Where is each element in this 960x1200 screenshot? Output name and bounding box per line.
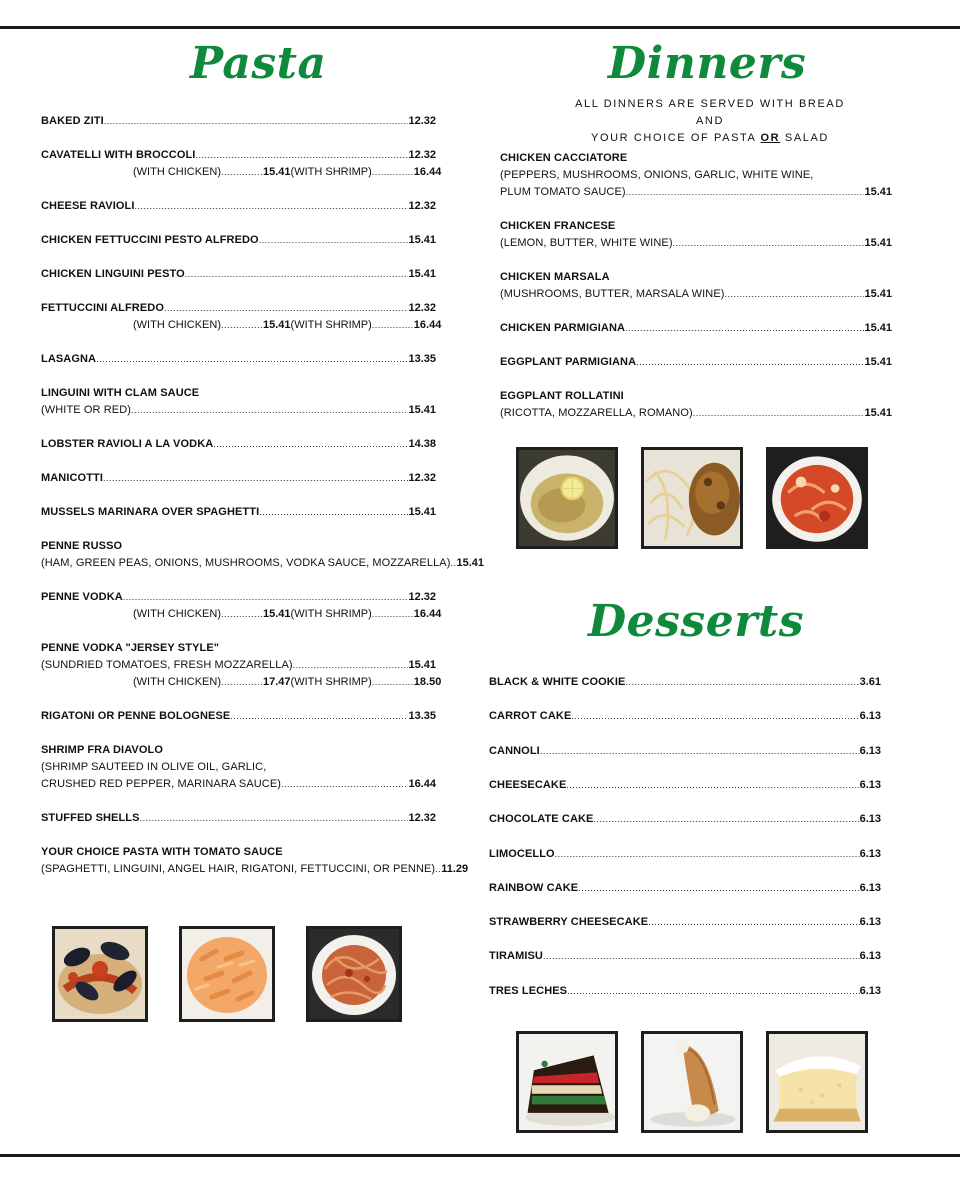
item-price: 15.41 (408, 404, 436, 416)
menu-item-chicken-parmigiana (500, 320, 892, 337)
menu-item-linguini-with-clam-sauce (41, 385, 436, 419)
menu-item-eggplant-rollatini (500, 388, 892, 422)
with-chicken-label: (WITH CHICKEN) (133, 608, 221, 620)
item-price: 12.32 (408, 149, 436, 161)
item-name: EGGPLANT ROLLATINI (500, 390, 624, 402)
item-price: 15.41 (864, 288, 892, 300)
leader-dots (259, 232, 409, 249)
leader-dots (135, 198, 409, 215)
leader-dots (555, 846, 860, 863)
leader-dots (566, 777, 859, 794)
with-chicken-label: (WITH CHICKEN) (133, 166, 221, 178)
pasta-heading: Pasta (190, 38, 327, 89)
leader-dots (185, 266, 409, 283)
leader-dots (293, 657, 409, 674)
item-price: 12.32 (408, 812, 436, 824)
item-price: 12.32 (408, 591, 436, 603)
item-description: (SHRIMP SAUTEED IN OLIVE OIL, GARLIC, (41, 761, 267, 773)
leader-dots (372, 674, 414, 691)
leader-dots (636, 354, 864, 371)
menu-item-penne-russo (41, 538, 485, 572)
menu-item-shrimp-fra-diavolo (41, 742, 436, 793)
item-description: (SPAGHETTI, LINGUINI, ANGEL HAIR, RIGATONI, FETTUCCINI, OR PENNE) (41, 863, 436, 875)
menu-item-cannoli (489, 743, 881, 760)
leader-dots (673, 235, 865, 252)
menu-item-limocello (489, 846, 881, 863)
leader-dots (230, 708, 408, 725)
item-price: 14.38 (408, 438, 436, 450)
menu-item-your-choice-pasta-with-tomato-sauce (41, 844, 469, 878)
item-price: 15.41 (456, 557, 485, 569)
item-price: 15.41 (864, 356, 892, 368)
menu-item-cheese-ravioli (41, 198, 436, 215)
item-name: CHICKEN LINGUINI PESTO (41, 268, 185, 280)
item-price: 3.61 (859, 676, 881, 688)
bottom-rule (0, 1154, 960, 1157)
item-description: (SUNDRIED TOMATOES, FRESH MOZZARELLA) (41, 659, 293, 671)
item-description: (WHITE OR RED) (41, 404, 132, 416)
menu-item-chicken-fettuccini-pesto-alfredo (41, 232, 436, 249)
item-name: BLACK & WHITE COOKIE (489, 676, 626, 688)
item-name: LASAGNA (41, 353, 97, 365)
item-name: CHOCOLATE CAKE (489, 813, 594, 826)
leader-dots (372, 317, 414, 334)
item-name: STUFFED SHELLS (41, 812, 140, 824)
menu-item-chicken-marsala (500, 269, 892, 303)
item-name: MANICOTTI (41, 472, 104, 484)
item-price: 12.32 (408, 302, 436, 314)
menu-item-chicken-cacciatore (500, 150, 892, 201)
item-price: 6.13 (859, 881, 881, 894)
with-chicken-price: 15.41 (263, 166, 291, 178)
mussels-pasta-photo (52, 926, 148, 1022)
item-name: CHICKEN MARSALA (500, 271, 610, 283)
item-price: 6.13 (859, 950, 881, 963)
leader-dots (540, 743, 860, 760)
item-price: 12.32 (408, 472, 436, 484)
item-price: 6.13 (859, 984, 881, 997)
with-chicken-label: (WITH CHICKEN) (133, 676, 221, 688)
item-name: LINGUINI WITH CLAM SAUCE (41, 387, 200, 399)
menu-item-cavatelli-with-broccoli (41, 147, 442, 181)
item-name: RIGATONI OR PENNE BOLOGNESE (41, 710, 231, 722)
item-name: STRAWBERRY CHEESECAKE (489, 916, 649, 929)
menu-item-black-white-cookie (489, 674, 881, 691)
leader-dots (571, 708, 859, 725)
item-name: SHRIMP FRA DIAVOLO (41, 744, 163, 756)
leader-dots (567, 983, 859, 1000)
menu-item-chicken-linguini-pesto (41, 266, 436, 283)
leader-dots (578, 880, 859, 897)
item-name: YOUR CHOICE PASTA WITH TOMATO SAUCE (41, 846, 283, 858)
menu-item-baked-ziti (41, 113, 436, 130)
add-protein-options (41, 674, 442, 691)
item-name: CARROT CAKE (489, 710, 572, 723)
chicken-parmigiana-photo (766, 447, 868, 549)
leader-dots (593, 811, 859, 828)
dinners-subtitle-line1: ALL DINNERS ARE SERVED WITH BREAD AND (575, 98, 845, 127)
item-name: CHICKEN FETTUCCINI PESTO ALFREDO (41, 234, 259, 246)
leader-dots (543, 948, 860, 965)
item-name: LOBSTER RAVIOLI A LA VODKA (41, 438, 214, 450)
leader-dots (626, 184, 865, 201)
linguini-marinara-photo (306, 926, 402, 1022)
menu-item-tiramisu (489, 948, 881, 965)
leader-dots (259, 504, 408, 521)
menu-item-tres-leches (489, 983, 881, 1000)
menu-item-strawberry-cheesecake (489, 914, 881, 931)
item-name: RAINBOW CAKE (489, 881, 579, 894)
tres-leches-photo (766, 1031, 868, 1133)
item-price: 15.41 (864, 186, 892, 198)
leader-dots (103, 470, 408, 487)
leader-dots (213, 436, 408, 453)
item-description: (PEPPERS, MUSHROOMS, ONIONS, GARLIC, WHITE WINE, (500, 169, 814, 181)
item-name: TIRAMISU (489, 950, 543, 963)
item-description: (LEMON, BUTTER, WHITE WINE) (500, 237, 673, 249)
item-price: 15.41 (408, 268, 436, 280)
item-name: BAKED ZITI (41, 115, 104, 127)
item-description: CRUSHED RED PEPPER, MARINARA SAUCE) (41, 778, 282, 790)
item-name: LIMOCELLO (489, 847, 555, 860)
with-chicken-price: 17.47 (263, 676, 291, 688)
item-price: 13.35 (408, 710, 436, 722)
item-price: 6.13 (859, 916, 881, 929)
menu-item-chocolate-cake (489, 811, 881, 828)
leader-dots (372, 606, 414, 623)
item-price: 16.44 (408, 778, 436, 790)
item-name: PENNE VODKA (41, 591, 123, 603)
item-name: CANNOLI (489, 744, 540, 757)
with-shrimp-label: (WITH SHRIMP) (290, 676, 372, 688)
leader-dots (221, 674, 263, 691)
item-name: FETTUCCINI ALFREDO (41, 302, 164, 314)
with-shrimp-price: 18.50 (413, 676, 442, 688)
item-name: CHICKEN CACCIATORE (500, 152, 628, 164)
with-chicken-label: (WITH CHICKEN) (133, 319, 221, 331)
add-protein-options (41, 317, 442, 334)
menu-item-mussels-marinara-over-spaghetti (41, 504, 436, 521)
leader-dots (104, 113, 409, 130)
menu-item-manicotti (41, 470, 436, 487)
menu-item-carrot-cake (489, 708, 881, 725)
menu-item-fettuccini-alfredo (41, 300, 442, 334)
menu-item-eggplant-parmigiana (500, 354, 892, 371)
rainbow-cake-photo (516, 1031, 618, 1133)
item-price: 15.41 (408, 234, 436, 246)
leader-dots (281, 776, 408, 793)
item-description: (MUSHROOMS, BUTTER, MARSALA WINE) (500, 288, 725, 300)
menu-item-lasagna (41, 351, 436, 368)
item-name: CHEESECAKE (489, 778, 567, 791)
leader-dots (221, 317, 263, 334)
item-name: CHEESE RAVIOLI (41, 200, 135, 212)
item-price: 13.35 (408, 353, 436, 365)
item-name: CAVATELLI WITH BROCCOLI (41, 149, 196, 161)
menu-item-penne-vodka-jersey-style (41, 640, 442, 691)
item-description: (RICOTTA, MOZZARELLA, ROMANO) (500, 407, 693, 419)
with-shrimp-label: (WITH SHRIMP) (290, 319, 372, 331)
add-protein-options (41, 164, 442, 181)
menu-item-rainbow-cake (489, 880, 881, 897)
menu-item-penne-vodka (41, 589, 442, 623)
leader-dots (96, 351, 408, 368)
menu-item-stuffed-shells (41, 810, 436, 827)
item-price: 15.41 (408, 506, 436, 518)
item-price: 15.41 (864, 237, 892, 249)
leader-dots (140, 810, 409, 827)
menu-item-chicken-francese (500, 218, 892, 252)
leader-dots (372, 164, 414, 181)
item-price: 6.13 (859, 744, 881, 757)
item-price: 15.41 (864, 407, 892, 419)
with-shrimp-price: 16.44 (413, 608, 442, 620)
item-price: 6.13 (859, 778, 881, 791)
penne-vodka-photo (179, 926, 275, 1022)
leader-dots (221, 606, 263, 623)
item-price: 6.13 (859, 847, 881, 860)
menu-item-rigatoni-or-penne-bolognese (41, 708, 436, 725)
item-name: TRES LECHES (489, 984, 568, 997)
add-protein-options (41, 606, 442, 623)
with-shrimp-price: 16.44 (413, 319, 442, 331)
leader-dots (195, 147, 408, 164)
leader-dots (725, 286, 865, 303)
leader-dots (625, 674, 859, 691)
cannoli-photo (641, 1031, 743, 1133)
item-price: 15.41 (408, 659, 436, 671)
leader-dots (693, 405, 865, 422)
chicken-francese-photo (516, 447, 618, 549)
item-price: 12.32 (408, 200, 436, 212)
leader-dots (164, 300, 408, 317)
item-name: PENNE RUSSO (41, 540, 123, 552)
item-name: EGGPLANT PARMIGIANA (500, 356, 637, 368)
menu-item-cheesecake (489, 777, 881, 794)
with-shrimp-price: 16.44 (413, 166, 442, 178)
item-name: CHICKEN FRANCESE (500, 220, 616, 232)
item-description: PLUM TOMATO SAUCE) (500, 186, 626, 198)
item-price: 12.32 (408, 115, 436, 127)
desserts-heading: Desserts (588, 596, 804, 647)
item-price: 15.41 (864, 322, 892, 334)
menu-item-lobster-ravioli-a-la-vodka (41, 436, 436, 453)
leader-dots (648, 914, 859, 931)
dinners-subtitle (560, 96, 860, 147)
with-chicken-price: 15.41 (263, 319, 291, 331)
dinners-heading: Dinners (608, 38, 807, 89)
with-shrimp-label: (WITH SHRIMP) (290, 166, 372, 178)
item-price: 6.13 (859, 710, 881, 723)
leader-dots (123, 589, 409, 606)
leader-dots (625, 320, 864, 337)
leader-dots (221, 164, 263, 181)
item-name: CHICKEN PARMIGIANA (500, 322, 626, 334)
with-chicken-price: 15.41 (263, 608, 291, 620)
item-name: MUSSELS MARINARA OVER SPAGHETTI (41, 506, 260, 518)
with-shrimp-label: (WITH SHRIMP) (290, 608, 372, 620)
item-price: 6.13 (859, 813, 881, 826)
leader-dots (131, 402, 408, 419)
item-name: PENNE VODKA "JERSEY STYLE" (41, 642, 220, 654)
chicken-marsala-photo (641, 447, 743, 549)
top-rule (0, 26, 960, 29)
item-description: (HAM, GREEN PEAS, ONIONS, MUSHROOMS, VODKA SAUCE, MOZZARELLA) (41, 557, 451, 569)
dinners-subtitle-line2: YOUR CHOICE OF PASTA OR SALAD (591, 132, 829, 144)
item-price: 11.29 (441, 863, 469, 875)
